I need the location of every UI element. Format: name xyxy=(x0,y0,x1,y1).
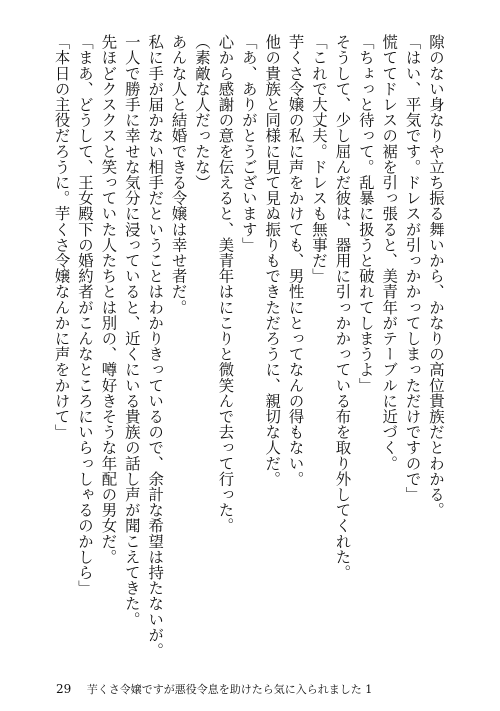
text-line: 「これで大丈夫。ドレスも無事だ」 xyxy=(310,34,328,284)
text-line: 一人で勝手に幸せな気分に浸っていると、近くにいる貴族の話し声が聞こえてきた。 xyxy=(122,34,141,627)
text-line: 私に手が届かない相手だということはわかりきっているので、余計な希望は持たないが。 xyxy=(146,34,165,658)
vertical-text-block xyxy=(46,34,446,658)
book-title: 芋くさ令嬢ですが悪役令息を助けたら気に入られました 1 xyxy=(86,683,373,696)
text-line: 隙のない身なりや立ち振る舞いから、かなりの高位貴族だとわかる。 xyxy=(427,34,445,518)
text-line: あんな人と結婚できる令嬢は幸せ者だ。 xyxy=(169,34,188,315)
text-line: そうして、少し屈んだ彼は、器用に引っかかっている布を取り外してくれた。 xyxy=(333,34,352,580)
text-line: 心から感謝の意を伝えると、美青年はにこりと微笑んで去って行った。 xyxy=(216,34,235,534)
text-line: 「あ、ありがとうございます」 xyxy=(239,34,258,253)
text-line: （素敵な人だったな） xyxy=(193,34,211,190)
text-line: 「はい、平気です。ドレスが引っかかってしまっただけですので」 xyxy=(403,34,422,502)
text-line: 芋くさ令嬢の私に声をかけても、男性にとってなんの得もない。 xyxy=(286,34,305,487)
page-number: 29 xyxy=(56,682,72,696)
text-line: 慌ててドレスの裾を引っ張ると、美青年がテーブルに近づく。 xyxy=(380,34,399,471)
text-line: 「まあ、どうして、王女殿下の婚約者がこんなところにいらっしゃるのかしら」 xyxy=(76,34,94,596)
text-line: 他の貴族と同様に見て見ぬ振りもできただろうに、親切な人だ。 xyxy=(263,34,282,487)
text-line: 「ちょっと待って。乱暴に扱うと破れてしまうよ」 xyxy=(356,34,375,393)
page-footer xyxy=(56,681,372,697)
text-line: 「本日の主役だろうに。芋くさ令嬢なんかに声をかけて」 xyxy=(52,34,71,440)
text-line: 先ほどクスクスと笑っていた人たちとは別の、噂好きそうな年配の男女だ。 xyxy=(99,34,118,565)
